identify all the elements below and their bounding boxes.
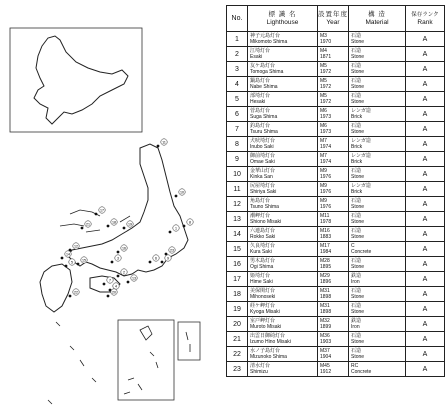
rank-cell: A [406, 197, 445, 212]
lighthouse-marker-dot [65, 265, 68, 268]
lighthouse-name: 男木島灯台 Ogi Shima [248, 257, 318, 272]
lighthouse-marker-label: 13 [132, 276, 136, 281]
row-number: 4 [227, 77, 248, 92]
lighthouse-marker-dot [117, 251, 120, 254]
year-cell: M7 1974 [318, 152, 349, 167]
row-number: 7 [227, 122, 248, 137]
lighthouse-name: 尻屋埼灯台 Shiriya Saki [248, 182, 318, 197]
material-cell: 石造 Stone [349, 197, 406, 212]
row-number: 15 [227, 242, 248, 257]
row-number: 10 [227, 167, 248, 182]
material-cell: レンガ造 Brick [349, 137, 406, 152]
year-cell: M31 1898 [318, 302, 349, 317]
year-cell: M31 1898 [318, 287, 349, 302]
year-cell: M37 1904 [318, 347, 349, 362]
year-cell: M5 1972 [318, 92, 349, 107]
year-cell: M29 1896 [318, 272, 349, 287]
header-no: No. [227, 6, 248, 32]
hokkaido-inset-frame [10, 28, 142, 132]
row-number: 16 [227, 257, 248, 272]
lighthouse-marker-label: 21 [86, 222, 90, 227]
rank-cell: A [406, 62, 445, 77]
row-number: 17 [227, 272, 248, 287]
row-number: 8 [227, 137, 248, 152]
lighthouse-name: 経ケ岬灯台 Kyoga Misaki [248, 302, 318, 317]
row-number: 2 [227, 47, 248, 62]
material-cell: 石造 Stone [349, 122, 406, 137]
lighthouse-marker-label: 5 [71, 260, 73, 265]
material-cell: 石造 Stone [349, 302, 406, 317]
material-cell: 石造 Stone [349, 92, 406, 107]
table-row [227, 197, 445, 212]
table-row [227, 227, 445, 242]
material-cell: 石造 Stone [349, 332, 406, 347]
year-cell: M32 1899 [318, 317, 349, 332]
lighthouse-marker-label: 1 [175, 226, 177, 231]
lighthouse-table [226, 5, 445, 377]
lighthouse-name: 姫埼灯台 Hime Saki [248, 272, 318, 287]
rank-cell: A [406, 362, 445, 377]
material-cell: 石造 Stone [349, 287, 406, 302]
table-row [227, 92, 445, 107]
lighthouse-name: 清水灯台 Shimizu [248, 362, 318, 377]
lighthouse-marker-dot [149, 261, 152, 264]
lighthouse-name: 出雲日御碕灯台 Izumo Hino Misaki [248, 332, 318, 347]
lighthouse-marker-dot [175, 195, 178, 198]
table-row [227, 152, 445, 167]
material-cell: 石造 Stone [349, 32, 406, 47]
material-cell: レンガ造 Brick [349, 107, 406, 122]
rank-cell: A [406, 32, 445, 47]
lighthouse-name: 鍋島灯台 Nabe Shima [248, 77, 318, 92]
rank-cell: A [406, 272, 445, 287]
lighthouse-marker-dot [77, 263, 80, 266]
year-cell: M6 1973 [318, 122, 349, 137]
table-row [227, 62, 445, 77]
material-cell: 鉄造 Iron [349, 272, 406, 287]
rank-cell: A [406, 152, 445, 167]
okinawa-inset-frame [118, 320, 174, 400]
table-row [227, 212, 445, 227]
row-number: 9 [227, 152, 248, 167]
rank-cell: A [406, 212, 445, 227]
table-row [227, 167, 445, 182]
table-row [227, 332, 445, 347]
table-row [227, 77, 445, 92]
lighthouse-marker-label: 3 [117, 256, 119, 261]
lighthouse-marker-label: 22 [74, 290, 78, 295]
lighthouse-marker-dot [61, 257, 64, 260]
lighthouse-marker-dot [157, 145, 160, 148]
table-row [227, 107, 445, 122]
rank-cell: A [406, 122, 445, 137]
material-cell: レンガ造 Brick [349, 152, 406, 167]
lighthouse-marker-dot [161, 261, 164, 264]
ogasawara-inset-frame [178, 322, 200, 360]
table-row [227, 302, 445, 317]
lighthouse-marker-label: 4 [115, 284, 117, 289]
rank-cell: A [406, 77, 445, 92]
row-number: 22 [227, 347, 248, 362]
row-number: 19 [227, 302, 248, 317]
lighthouse-name: 友ケ島灯台 Tomoga Shima [248, 62, 318, 77]
outer-islands [48, 322, 96, 404]
lighthouse-name: 菅島灯台 Suga Shima [248, 107, 318, 122]
rank-cell: A [406, 107, 445, 122]
year-cell: M28 1895 [318, 257, 349, 272]
lighthouse-marker-label: 7 [109, 278, 111, 283]
year-cell: M3 1970 [318, 32, 349, 47]
header-material: 構 造 Material [349, 6, 406, 32]
table-row [227, 32, 445, 47]
table-row [227, 362, 445, 377]
material-cell: 石造 Stone [349, 347, 406, 362]
material-cell: 石造 Stone [349, 167, 406, 182]
header-rank: 保存ランク Rank [406, 6, 445, 32]
lighthouse-marker-dot [103, 283, 106, 286]
lighthouse-marker-dot [107, 225, 110, 228]
hokkaido-outline [34, 36, 128, 124]
year-cell: M9 1976 [318, 167, 349, 182]
year-cell: M7 1974 [318, 137, 349, 152]
table-row [227, 347, 445, 362]
rank-cell: A [406, 242, 445, 257]
table-header-row [227, 6, 445, 32]
rank-cell: A [406, 257, 445, 272]
row-number: 12 [227, 197, 248, 212]
lighthouse-marker-label: 16 [122, 246, 126, 251]
lighthouse-name: 江埼灯台 Esaki [248, 47, 318, 62]
rank-cell: A [406, 302, 445, 317]
lighthouse-marker-label: 15 [82, 258, 86, 263]
row-number: 6 [227, 107, 248, 122]
row-number: 5 [227, 92, 248, 107]
table-row [227, 122, 445, 137]
rank-cell: A [406, 92, 445, 107]
lighthouse-marker-dot [165, 253, 168, 256]
year-cell: M11 1978 [318, 212, 349, 227]
row-number: 20 [227, 317, 248, 332]
rank-cell: A [406, 47, 445, 62]
year-cell: M17 1984 [318, 242, 349, 257]
lighthouse-name: 釣島灯台 Tsuru Shima [248, 122, 318, 137]
year-cell: M5 1972 [318, 62, 349, 77]
row-number: 14 [227, 227, 248, 242]
table-row [227, 257, 445, 272]
material-cell: 石造 Stone [349, 47, 406, 62]
rank-cell: A [406, 287, 445, 302]
row-number: 13 [227, 212, 248, 227]
row-number: 1 [227, 32, 248, 47]
lighthouse-name: 犬吠埼灯台 Inubo Saki [248, 137, 318, 152]
year-cell: M16 1883 [318, 227, 349, 242]
rank-cell: A [406, 167, 445, 182]
lighthouse-name: 水ノ子島灯台 Mizunoko Shima [248, 347, 318, 362]
year-cell: M45 1912 [318, 362, 349, 377]
material-cell: 石造 Stone [349, 77, 406, 92]
year-cell: M36 1903 [318, 332, 349, 347]
material-cell: 石造 Stone [349, 257, 406, 272]
lighthouse-name: 美保関灯台 Mihonoseki [248, 287, 318, 302]
lighthouse-marker-label: 17 [100, 208, 104, 213]
table-row [227, 272, 445, 287]
lighthouse-marker-dot [95, 213, 98, 216]
lighthouse-marker-label: 20 [112, 290, 116, 295]
lighthouse-name: 金華山灯台 Kinka San [248, 167, 318, 182]
lighthouse-marker-label: 6 [155, 256, 157, 261]
lighthouse-marker-dot [69, 295, 72, 298]
okinawa-islands [124, 326, 158, 394]
lighthouse-marker-label: 18 [112, 220, 116, 225]
header-year: 設置年度 Year [318, 6, 349, 32]
lighthouse-marker-label: 2 [123, 270, 125, 275]
table-body [227, 32, 445, 377]
row-number: 23 [227, 362, 248, 377]
lighthouse-marker-label: 9 [167, 256, 169, 261]
lighthouse-marker-dot [127, 281, 130, 284]
lighthouse-marker-dot [169, 231, 172, 234]
rank-cell: A [406, 137, 445, 152]
rank-cell: A [406, 317, 445, 332]
row-number: 3 [227, 62, 248, 77]
lighthouse-name: 室戸岬灯台 Muroto Misaki [248, 317, 318, 332]
year-cell: M4 1871 [318, 47, 349, 62]
material-cell: 鉄造 Iron [349, 317, 406, 332]
lighthouse-marker-label: 8 [189, 220, 191, 225]
lighthouse-name: 御前埼灯台 Omae Saki [248, 152, 318, 167]
material-cell: レンガ造 Brick [349, 182, 406, 197]
lighthouse-name: 神子元島灯台 Mikomoto Shima [248, 32, 318, 47]
lighthouse-marker-label: 19 [128, 222, 132, 227]
lighthouse-marker-dot [117, 275, 120, 278]
row-number: 21 [227, 332, 248, 347]
material-cell: C Concrete [349, 242, 406, 257]
lighthouse-name: 潮岬灯台 Shiono Misaki [248, 212, 318, 227]
ogasawara-islands [186, 332, 190, 352]
material-cell: 石造 Stone [349, 62, 406, 77]
material-cell: RC Concrete [349, 362, 406, 377]
lighthouse-marker-label: 10 [180, 190, 184, 195]
year-cell: M6 1973 [318, 107, 349, 122]
row-number: 18 [227, 287, 248, 302]
lighthouse-name: 六連島灯台 Rokko Saki [248, 227, 318, 242]
lighthouse-name: 部埼灯台 Hesaki [248, 92, 318, 107]
table-row [227, 287, 445, 302]
material-cell: 石造 Stone [349, 227, 406, 242]
lighthouse-marker-dot [107, 295, 110, 298]
table-row [227, 242, 445, 257]
lighthouse-marker-dot [111, 261, 114, 264]
lighthouse-marker-label: 12 [74, 244, 78, 249]
lighthouse-marker-label: 14 [66, 252, 70, 257]
header-lighthouse: 標 識 名 Lighthouse [248, 6, 318, 32]
lighthouse-marker-dot [123, 227, 126, 230]
lighthouse-name: 角島灯台 Tsuno Shima [248, 197, 318, 212]
row-number: 11 [227, 182, 248, 197]
year-cell: M9 1976 [318, 182, 349, 197]
table-row [227, 47, 445, 62]
kyushu-outline [40, 264, 72, 312]
year-cell: M5 1972 [318, 77, 349, 92]
lighthouse-marker-dot [81, 227, 84, 230]
lighthouse-marker-label: 11 [162, 140, 166, 145]
rank-cell: A [406, 182, 445, 197]
year-cell: M9 1976 [318, 197, 349, 212]
material-cell: 石造 Stone [349, 212, 406, 227]
table-row [227, 137, 445, 152]
rank-cell: A [406, 347, 445, 362]
lighthouse-marker-label: 23 [170, 248, 174, 253]
rank-cell: A [406, 332, 445, 347]
table-row [227, 317, 445, 332]
lighthouse-name: 久良埼灯台 Kura Saki [248, 242, 318, 257]
rank-cell: A [406, 227, 445, 242]
table-row [227, 182, 445, 197]
lighthouse-marker-dot [183, 225, 186, 228]
